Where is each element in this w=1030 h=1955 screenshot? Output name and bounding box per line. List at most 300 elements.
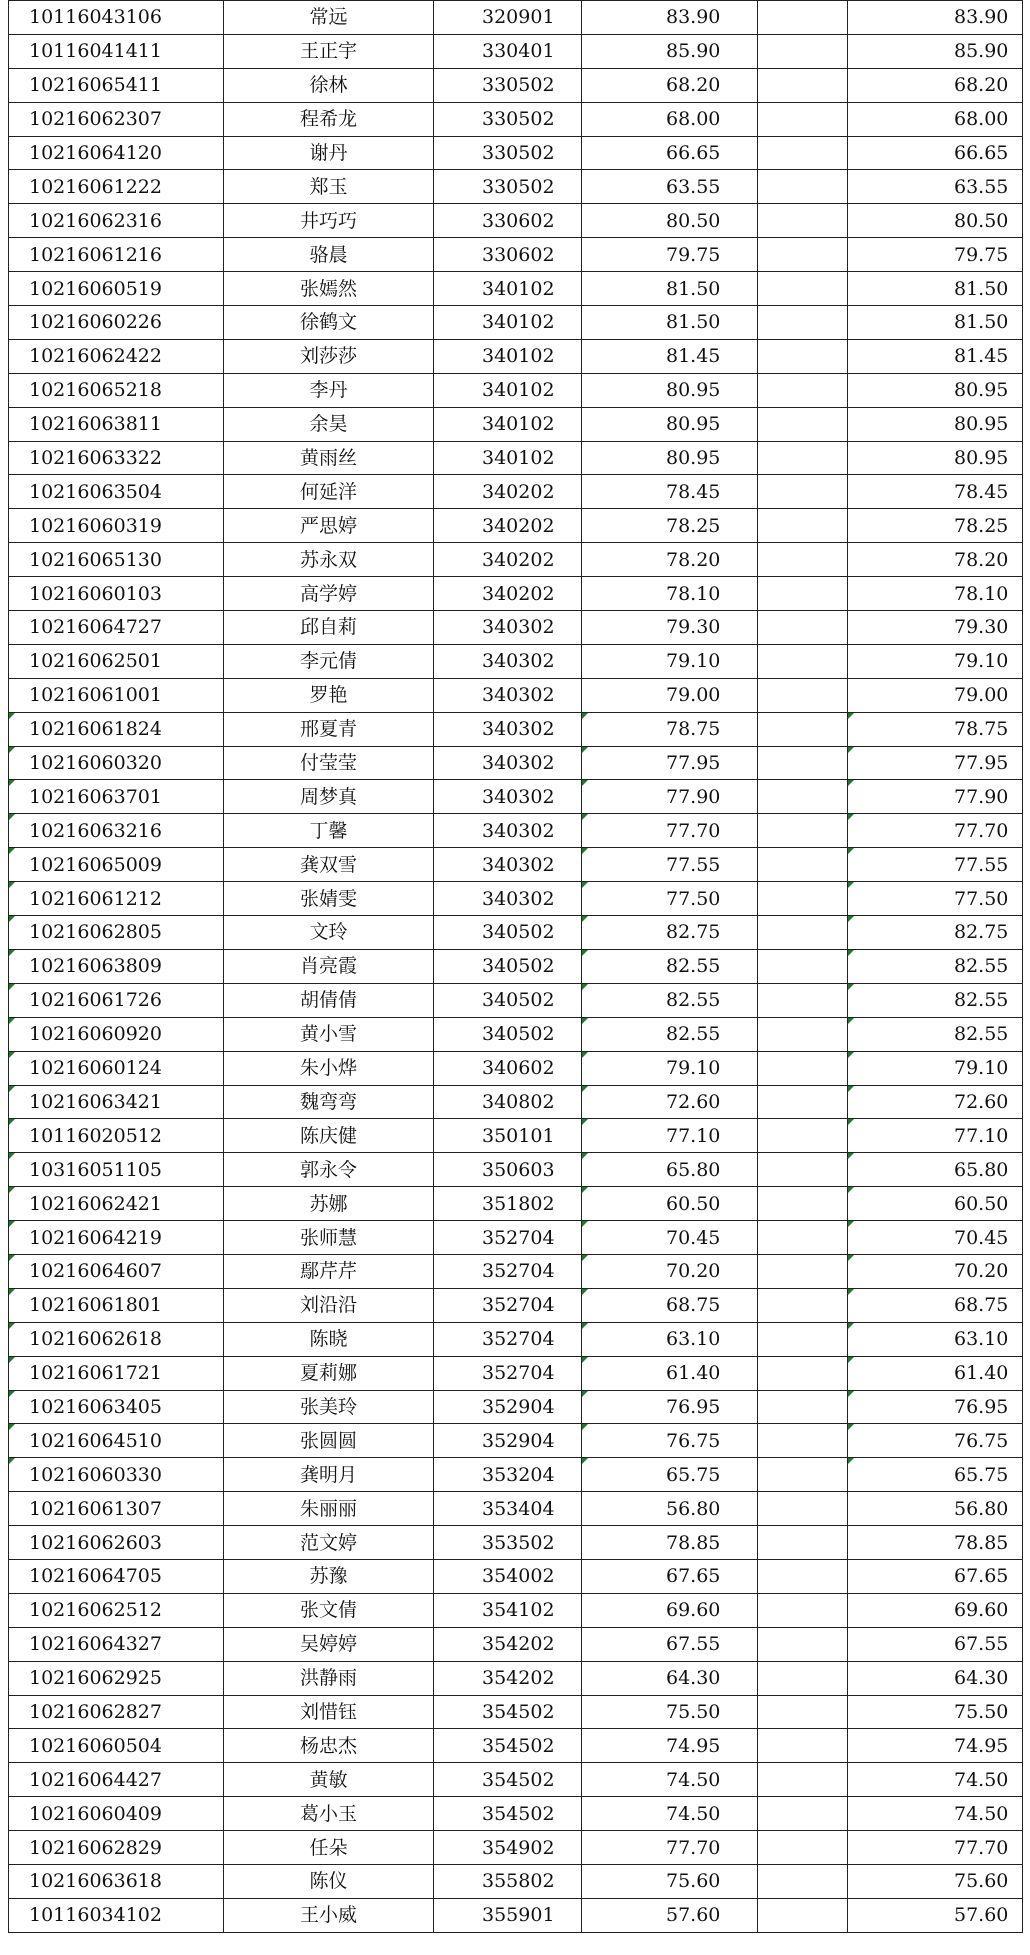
candidate-id-cell: 10216061212 (9, 882, 224, 916)
table-row (9, 949, 1023, 983)
score-cell: 77.70 (582, 814, 758, 848)
candidate-id-cell: 10216064427 (9, 1763, 224, 1797)
candidate-id-cell: 10216064327 (9, 1627, 224, 1661)
position-code-cell: 340302 (434, 611, 582, 645)
blank-cell (758, 475, 848, 509)
score-cell: 57.60 (582, 1898, 758, 1932)
blank-cell (758, 68, 848, 102)
candidate-id-cell: 10216060124 (9, 1051, 224, 1085)
blank-cell (758, 1254, 848, 1288)
table-row (9, 678, 1023, 712)
table-row (9, 1221, 1023, 1255)
candidate-name-cell: 鄢芹芹 (224, 1254, 434, 1288)
score-cell: 78.75 (582, 712, 758, 746)
table-row (9, 1797, 1023, 1831)
candidate-name-cell: 朱小烨 (224, 1051, 434, 1085)
candidate-name-cell: 余昊 (224, 407, 434, 441)
score-cell: 81.45 (582, 339, 758, 373)
candidate-name-cell: 张文倩 (224, 1593, 434, 1627)
table-row (9, 1322, 1023, 1356)
score-table (8, 0, 1023, 1933)
score-table-body (9, 1, 1023, 1933)
total-score-cell: 68.75 (848, 1288, 1023, 1322)
score-cell: 77.10 (582, 1119, 758, 1153)
blank-cell (758, 509, 848, 543)
candidate-name-cell: 徐林 (224, 68, 434, 102)
score-cell: 67.55 (582, 1627, 758, 1661)
total-score-cell: 60.50 (848, 1187, 1023, 1221)
table-row (9, 882, 1023, 916)
table-row (9, 746, 1023, 780)
blank-cell (758, 1898, 848, 1932)
table-row (9, 339, 1023, 373)
candidate-id-cell: 10216063421 (9, 1085, 224, 1119)
score-cell: 78.85 (582, 1526, 758, 1560)
position-code-cell: 353502 (434, 1526, 582, 1560)
table-row (9, 1187, 1023, 1221)
blank-cell (758, 1322, 848, 1356)
candidate-name-cell: 周梦真 (224, 780, 434, 814)
table-row (9, 475, 1023, 509)
score-cell: 74.50 (582, 1763, 758, 1797)
position-code-cell: 354102 (434, 1593, 582, 1627)
score-cell: 75.50 (582, 1695, 758, 1729)
score-cell: 77.95 (582, 746, 758, 780)
score-cell: 79.10 (582, 1051, 758, 1085)
score-cell: 70.20 (582, 1254, 758, 1288)
score-cell: 77.50 (582, 882, 758, 916)
position-code-cell: 340602 (434, 1051, 582, 1085)
score-cell: 66.65 (582, 136, 758, 170)
table-row (9, 644, 1023, 678)
table-row (9, 170, 1023, 204)
score-cell: 82.55 (582, 949, 758, 983)
score-cell: 79.10 (582, 644, 758, 678)
candidate-name-cell: 张圆圆 (224, 1424, 434, 1458)
blank-cell (758, 1288, 848, 1322)
table-row (9, 1492, 1023, 1526)
position-code-cell: 354002 (434, 1559, 582, 1593)
candidate-name-cell: 常远 (224, 1, 434, 35)
score-cell: 81.50 (582, 272, 758, 306)
candidate-id-cell: 10216065130 (9, 543, 224, 577)
blank-cell (758, 1695, 848, 1729)
table-row (9, 509, 1023, 543)
table-row (9, 1559, 1023, 1593)
table-row (9, 1390, 1023, 1424)
total-score-cell: 81.45 (848, 339, 1023, 373)
total-score-cell: 68.20 (848, 68, 1023, 102)
candidate-name-cell: 张师慧 (224, 1221, 434, 1255)
position-code-cell: 340302 (434, 644, 582, 678)
score-cell: 80.95 (582, 407, 758, 441)
table-row (9, 1831, 1023, 1865)
position-code-cell: 340102 (434, 441, 582, 475)
candidate-name-cell: 杨忠杰 (224, 1729, 434, 1763)
total-score-cell: 77.10 (848, 1119, 1023, 1153)
table-row (9, 1119, 1023, 1153)
candidate-id-cell: 10216060519 (9, 272, 224, 306)
blank-cell (758, 1424, 848, 1458)
position-code-cell: 350101 (434, 1119, 582, 1153)
table-row (9, 1085, 1023, 1119)
candidate-name-cell: 洪静雨 (224, 1661, 434, 1695)
table-row (9, 1017, 1023, 1051)
total-score-cell: 78.20 (848, 543, 1023, 577)
candidate-name-cell: 任朵 (224, 1831, 434, 1865)
blank-cell (758, 238, 848, 272)
position-code-cell: 340302 (434, 678, 582, 712)
table-row (9, 983, 1023, 1017)
score-cell: 74.50 (582, 1797, 758, 1831)
score-cell: 78.10 (582, 577, 758, 611)
position-code-cell: 352704 (434, 1254, 582, 1288)
table-row (9, 373, 1023, 407)
table-row (9, 1051, 1023, 1085)
table-row (9, 68, 1023, 102)
candidate-name-cell: 骆晨 (224, 238, 434, 272)
candidate-id-cell: 10216063405 (9, 1390, 224, 1424)
position-code-cell: 354502 (434, 1763, 582, 1797)
score-cell: 65.75 (582, 1458, 758, 1492)
candidate-name-cell: 付莹莹 (224, 746, 434, 780)
total-score-cell: 82.55 (848, 983, 1023, 1017)
candidate-name-cell: 刘沿沿 (224, 1288, 434, 1322)
candidate-id-cell: 10216062307 (9, 102, 224, 136)
score-cell: 63.55 (582, 170, 758, 204)
blank-cell (758, 1153, 848, 1187)
position-code-cell: 330502 (434, 136, 582, 170)
total-score-cell: 79.75 (848, 238, 1023, 272)
candidate-id-cell: 10216062829 (9, 1831, 224, 1865)
blank-cell (758, 1864, 848, 1898)
table-row (9, 712, 1023, 746)
blank-cell (758, 1526, 848, 1560)
position-code-cell: 355802 (434, 1864, 582, 1898)
score-cell: 60.50 (582, 1187, 758, 1221)
score-cell: 64.30 (582, 1661, 758, 1695)
blank-cell (758, 1831, 848, 1865)
candidate-id-cell: 10216060103 (9, 577, 224, 611)
candidate-id-cell: 10116041411 (9, 34, 224, 68)
score-cell: 77.70 (582, 1831, 758, 1865)
position-code-cell: 340802 (434, 1085, 582, 1119)
table-row (9, 1356, 1023, 1390)
position-code-cell: 352904 (434, 1424, 582, 1458)
blank-cell (758, 848, 848, 882)
blank-cell (758, 102, 848, 136)
total-score-cell: 72.60 (848, 1085, 1023, 1119)
position-code-cell: 352704 (434, 1288, 582, 1322)
total-score-cell: 82.55 (848, 1017, 1023, 1051)
total-score-cell: 80.95 (848, 373, 1023, 407)
blank-cell (758, 1627, 848, 1661)
blank-cell (758, 1559, 848, 1593)
candidate-id-cell: 10216062421 (9, 1187, 224, 1221)
score-cell: 72.60 (582, 1085, 758, 1119)
blank-cell (758, 577, 848, 611)
candidate-name-cell: 肖亮霞 (224, 949, 434, 983)
score-cell: 77.55 (582, 848, 758, 882)
candidate-name-cell: 龚双雪 (224, 848, 434, 882)
candidate-id-cell: 10216060319 (9, 509, 224, 543)
candidate-name-cell: 张美玲 (224, 1390, 434, 1424)
candidate-id-cell: 10216062805 (9, 916, 224, 950)
candidate-id-cell: 10216063809 (9, 949, 224, 983)
total-score-cell: 77.70 (848, 814, 1023, 848)
table-row (9, 1627, 1023, 1661)
score-cell: 68.00 (582, 102, 758, 136)
position-code-cell: 340202 (434, 509, 582, 543)
total-score-cell: 63.10 (848, 1322, 1023, 1356)
candidate-name-cell: 张嫣然 (224, 272, 434, 306)
candidate-id-cell: 10216065009 (9, 848, 224, 882)
total-score-cell: 81.50 (848, 306, 1023, 340)
candidate-name-cell: 朱丽丽 (224, 1492, 434, 1526)
candidate-id-cell: 10216061801 (9, 1288, 224, 1322)
position-code-cell: 351802 (434, 1187, 582, 1221)
table-row (9, 1898, 1023, 1932)
candidate-name-cell: 陈庆健 (224, 1119, 434, 1153)
candidate-id-cell: 10116020512 (9, 1119, 224, 1153)
total-score-cell: 76.95 (848, 1390, 1023, 1424)
total-score-cell: 82.75 (848, 916, 1023, 950)
blank-cell (758, 1, 848, 35)
position-code-cell: 340102 (434, 272, 582, 306)
table-row (9, 543, 1023, 577)
score-cell: 82.55 (582, 983, 758, 1017)
position-code-cell: 340102 (434, 407, 582, 441)
candidate-name-cell: 魏弯弯 (224, 1085, 434, 1119)
total-score-cell: 77.95 (848, 746, 1023, 780)
position-code-cell: 320901 (434, 1, 582, 35)
score-cell: 85.90 (582, 34, 758, 68)
blank-cell (758, 1051, 848, 1085)
position-code-cell: 354202 (434, 1627, 582, 1661)
candidate-id-cell: 10216064510 (9, 1424, 224, 1458)
total-score-cell: 78.45 (848, 475, 1023, 509)
table-row (9, 1593, 1023, 1627)
position-code-cell: 352704 (434, 1221, 582, 1255)
position-code-cell: 340502 (434, 916, 582, 950)
score-cell: 68.20 (582, 68, 758, 102)
candidate-id-cell: 10216060920 (9, 1017, 224, 1051)
position-code-cell: 330602 (434, 204, 582, 238)
table-row (9, 1458, 1023, 1492)
total-score-cell: 79.10 (848, 644, 1023, 678)
blank-cell (758, 1593, 848, 1627)
blank-cell (758, 916, 848, 950)
position-code-cell: 350603 (434, 1153, 582, 1187)
candidate-name-cell: 范文婷 (224, 1526, 434, 1560)
table-row (9, 1661, 1023, 1695)
table-row (9, 441, 1023, 475)
candidate-name-cell: 龚明月 (224, 1458, 434, 1492)
score-cell: 75.60 (582, 1864, 758, 1898)
position-code-cell: 330401 (434, 34, 582, 68)
table-row (9, 1695, 1023, 1729)
position-code-cell: 355901 (434, 1898, 582, 1932)
score-cell: 69.60 (582, 1593, 758, 1627)
blank-cell (758, 611, 848, 645)
total-score-cell: 70.45 (848, 1221, 1023, 1255)
total-score-cell: 77.90 (848, 780, 1023, 814)
total-score-cell: 64.30 (848, 1661, 1023, 1695)
total-score-cell: 56.80 (848, 1492, 1023, 1526)
table-row (9, 238, 1023, 272)
candidate-id-cell: 10216061307 (9, 1492, 224, 1526)
candidate-name-cell: 邱自莉 (224, 611, 434, 645)
candidate-name-cell: 程希龙 (224, 102, 434, 136)
candidate-id-cell: 10216065411 (9, 68, 224, 102)
candidate-id-cell: 10216063216 (9, 814, 224, 848)
blank-cell (758, 1763, 848, 1797)
table-row (9, 916, 1023, 950)
candidate-name-cell: 王正宇 (224, 34, 434, 68)
total-score-cell: 66.65 (848, 136, 1023, 170)
position-code-cell: 340302 (434, 746, 582, 780)
table-row (9, 780, 1023, 814)
candidate-id-cell: 10216062316 (9, 204, 224, 238)
table-row (9, 611, 1023, 645)
table-row (9, 848, 1023, 882)
position-code-cell: 353204 (434, 1458, 582, 1492)
blank-cell (758, 644, 848, 678)
candidate-id-cell: 10216060226 (9, 306, 224, 340)
position-code-cell: 354502 (434, 1729, 582, 1763)
candidate-name-cell: 黄雨丝 (224, 441, 434, 475)
blank-cell (758, 441, 848, 475)
blank-cell (758, 306, 848, 340)
total-score-cell: 81.50 (848, 272, 1023, 306)
total-score-cell: 79.30 (848, 611, 1023, 645)
candidate-name-cell: 苏娜 (224, 1187, 434, 1221)
table-row (9, 814, 1023, 848)
table-row (9, 1763, 1023, 1797)
score-cell: 74.95 (582, 1729, 758, 1763)
candidate-name-cell: 邢夏青 (224, 712, 434, 746)
position-code-cell: 340202 (434, 475, 582, 509)
position-code-cell: 340502 (434, 949, 582, 983)
score-cell: 78.45 (582, 475, 758, 509)
position-code-cell: 354902 (434, 1831, 582, 1865)
position-code-cell: 340302 (434, 848, 582, 882)
candidate-id-cell: 10216063618 (9, 1864, 224, 1898)
blank-cell (758, 1729, 848, 1763)
table-row (9, 1729, 1023, 1763)
blank-cell (758, 373, 848, 407)
candidate-id-cell: 10216063322 (9, 441, 224, 475)
total-score-cell: 69.60 (848, 1593, 1023, 1627)
table-row (9, 577, 1023, 611)
blank-cell (758, 34, 848, 68)
candidate-id-cell: 10216064120 (9, 136, 224, 170)
candidate-name-cell: 苏豫 (224, 1559, 434, 1593)
score-cell: 78.20 (582, 543, 758, 577)
candidate-name-cell: 徐鹤文 (224, 306, 434, 340)
candidate-name-cell: 郭永令 (224, 1153, 434, 1187)
total-score-cell: 80.95 (848, 407, 1023, 441)
table-row (9, 1864, 1023, 1898)
blank-cell (758, 1085, 848, 1119)
score-cell: 65.80 (582, 1153, 758, 1187)
position-code-cell: 352704 (434, 1356, 582, 1390)
total-score-cell: 80.50 (848, 204, 1023, 238)
blank-cell (758, 746, 848, 780)
position-code-cell: 354202 (434, 1661, 582, 1695)
total-score-cell: 77.50 (848, 882, 1023, 916)
total-score-cell: 75.60 (848, 1864, 1023, 1898)
score-cell: 63.10 (582, 1322, 758, 1356)
total-score-cell: 78.85 (848, 1526, 1023, 1560)
blank-cell (758, 1492, 848, 1526)
blank-cell (758, 543, 848, 577)
total-score-cell: 79.00 (848, 678, 1023, 712)
candidate-id-cell: 10216060409 (9, 1797, 224, 1831)
total-score-cell: 61.40 (848, 1356, 1023, 1390)
position-code-cell: 330602 (434, 238, 582, 272)
score-cell: 79.75 (582, 238, 758, 272)
blank-cell (758, 814, 848, 848)
candidate-name-cell: 王小威 (224, 1898, 434, 1932)
blank-cell (758, 136, 848, 170)
total-score-cell: 78.75 (848, 712, 1023, 746)
table-row (9, 1153, 1023, 1187)
candidate-id-cell: 10216063504 (9, 475, 224, 509)
candidate-name-cell: 李元倩 (224, 644, 434, 678)
table-row (9, 136, 1023, 170)
score-cell: 76.95 (582, 1390, 758, 1424)
total-score-cell: 77.70 (848, 1831, 1023, 1865)
candidate-id-cell: 10216064727 (9, 611, 224, 645)
blank-cell (758, 1187, 848, 1221)
total-score-cell: 78.10 (848, 577, 1023, 611)
blank-cell (758, 339, 848, 373)
position-code-cell: 340202 (434, 543, 582, 577)
candidate-id-cell: 10216061721 (9, 1356, 224, 1390)
candidate-name-cell: 何延洋 (224, 475, 434, 509)
score-cell: 83.90 (582, 1, 758, 35)
blank-cell (758, 1661, 848, 1695)
candidate-id-cell: 10116034102 (9, 1898, 224, 1932)
total-score-cell: 75.50 (848, 1695, 1023, 1729)
table-row (9, 306, 1023, 340)
score-cell: 80.95 (582, 373, 758, 407)
candidate-id-cell: 10216064607 (9, 1254, 224, 1288)
candidate-id-cell: 10216060320 (9, 746, 224, 780)
position-code-cell: 340102 (434, 373, 582, 407)
candidate-id-cell: 10216061824 (9, 712, 224, 746)
candidate-name-cell: 黄敏 (224, 1763, 434, 1797)
position-code-cell: 340302 (434, 814, 582, 848)
blank-cell (758, 712, 848, 746)
table-row (9, 1, 1023, 35)
position-code-cell: 340202 (434, 577, 582, 611)
score-cell: 82.75 (582, 916, 758, 950)
candidate-name-cell: 高学婷 (224, 577, 434, 611)
total-score-cell: 67.65 (848, 1559, 1023, 1593)
score-cell: 78.25 (582, 509, 758, 543)
position-code-cell: 340302 (434, 712, 582, 746)
candidate-name-cell: 陈仪 (224, 1864, 434, 1898)
position-code-cell: 353404 (434, 1492, 582, 1526)
score-cell: 80.95 (582, 441, 758, 475)
blank-cell (758, 1221, 848, 1255)
candidate-id-cell: 10216060504 (9, 1729, 224, 1763)
candidate-id-cell: 10216065218 (9, 373, 224, 407)
table-row (9, 34, 1023, 68)
total-score-cell: 65.75 (848, 1458, 1023, 1492)
